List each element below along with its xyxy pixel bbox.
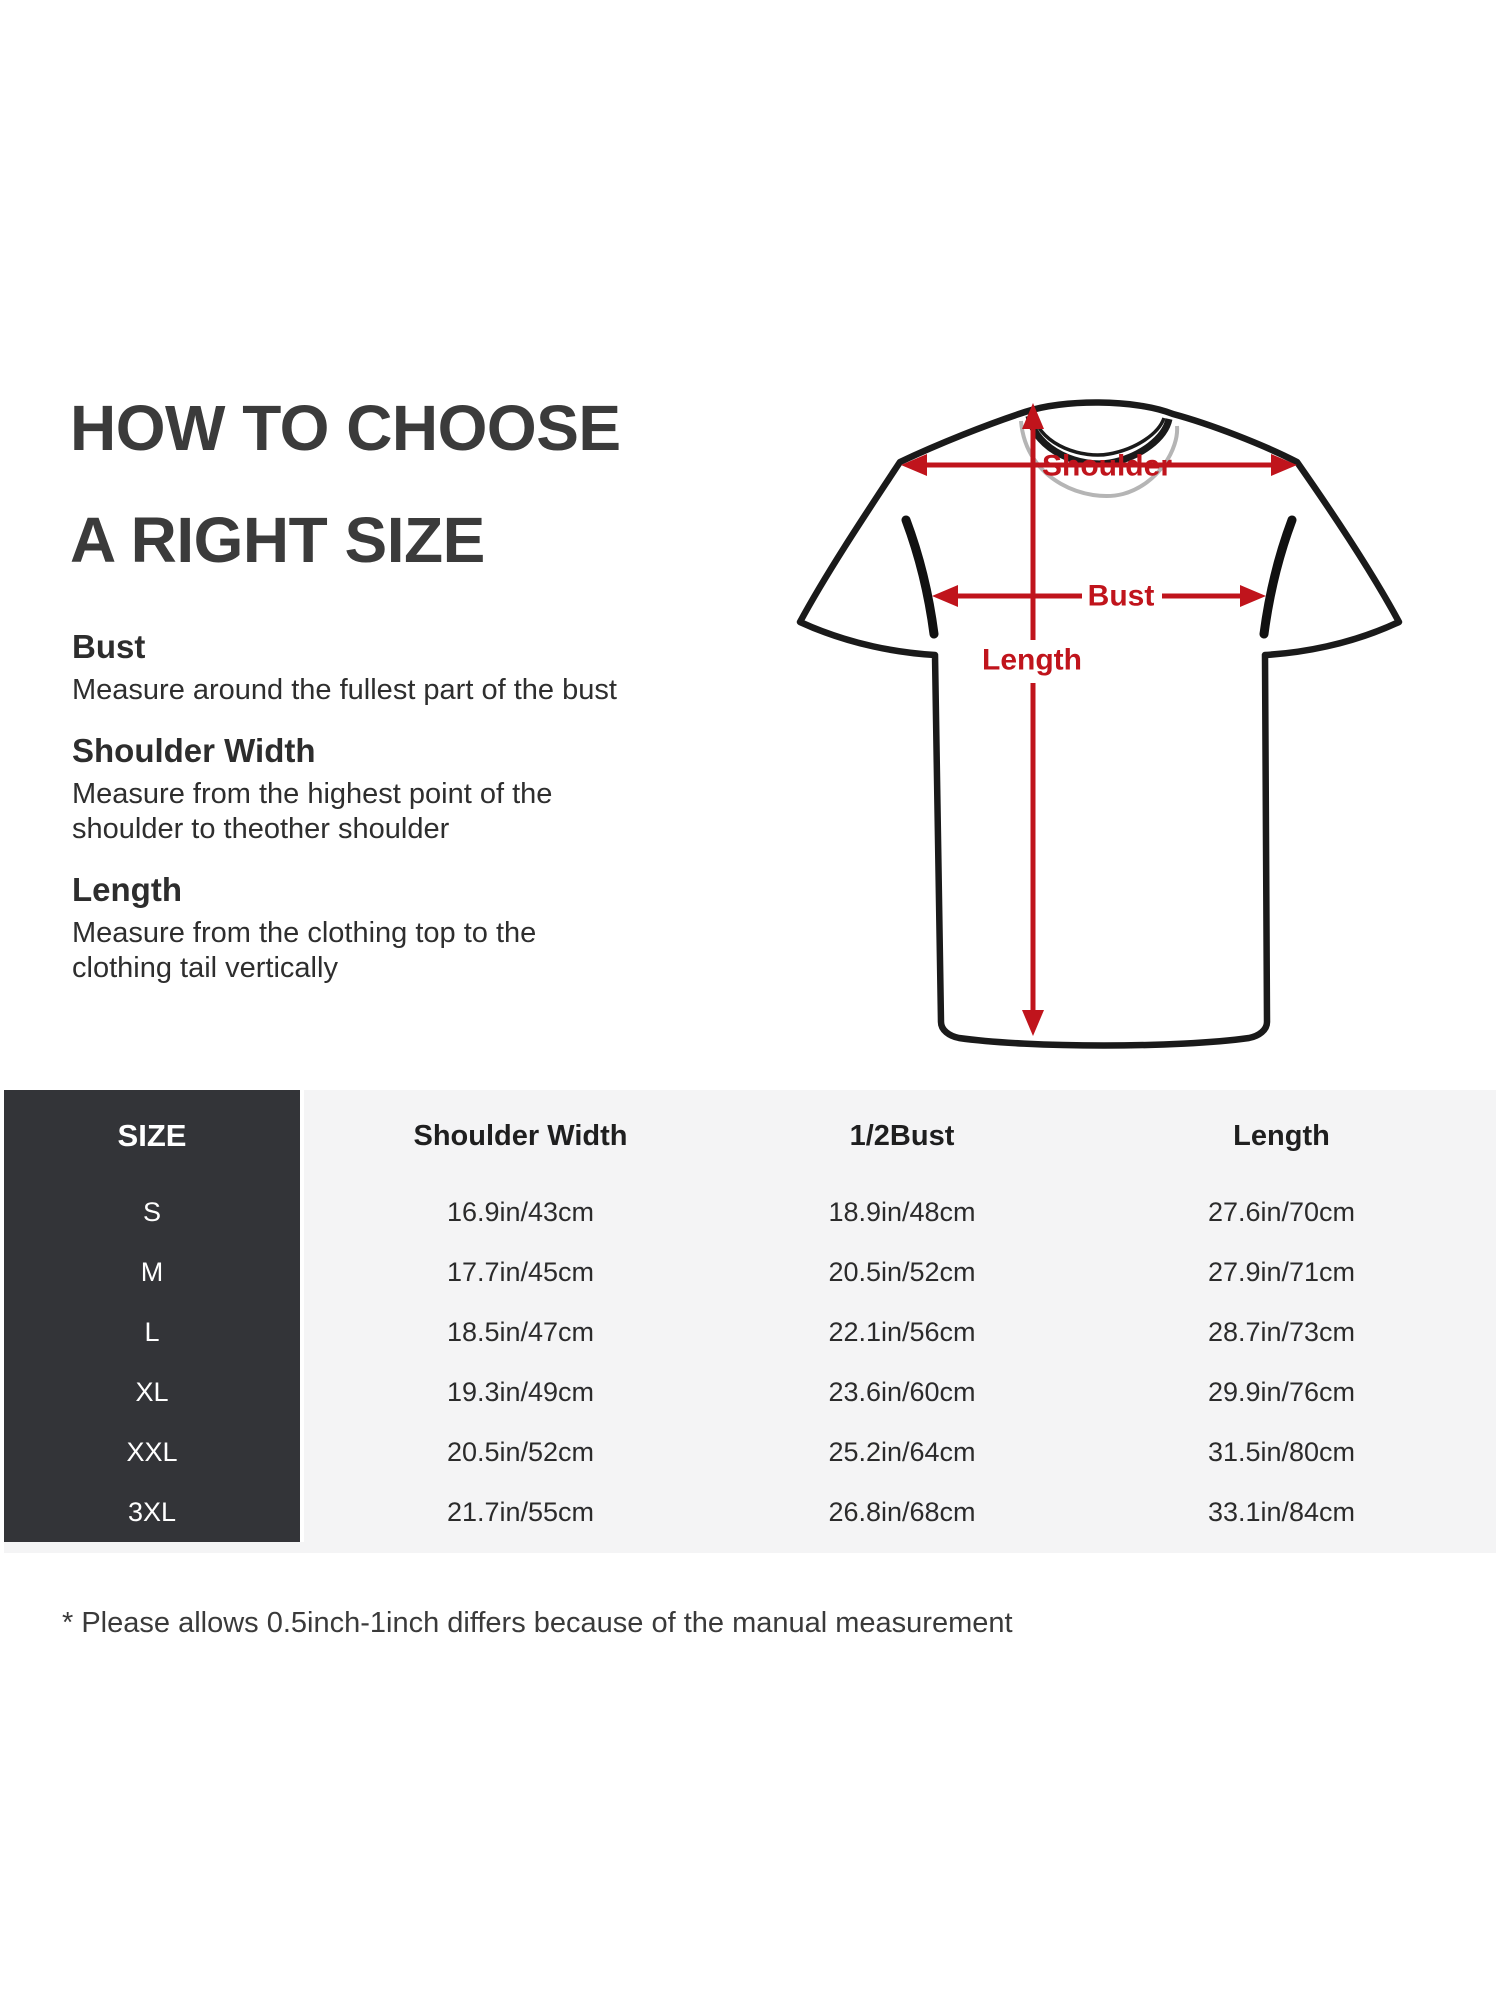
tshirt-outline (800, 402, 1399, 1045)
size-table-header-half-bust: 1/2Bust (849, 1119, 955, 1152)
measurement-disclaimer: * Please allows 0.5inch-1inch differs because of the manual measurement (62, 1607, 1013, 1639)
table-cell-length: 31.5in/80cm (1207, 1436, 1356, 1467)
size-row-label: S (4, 1182, 304, 1242)
guide-text-shoulder-width-line1: Measure from the highest point of the (72, 778, 553, 810)
size-table-header-shoulder-width: Shoulder Width (413, 1119, 628, 1152)
length-label: Length (982, 643, 1082, 677)
tshirt-measurement-diagram (760, 360, 1440, 1060)
measuring-guide (72, 628, 692, 1010)
page-title-line2: A RIGHT SIZE (70, 504, 485, 576)
table-cell-length: 29.9in/76cm (1207, 1376, 1356, 1407)
size-row-label: XL (4, 1362, 304, 1422)
size-table-header-length: Length (1233, 1119, 1330, 1152)
table-cell-shoulder-width: 20.5in/52cm (446, 1436, 595, 1467)
table-cell-length: 28.7in/73cm (1207, 1316, 1356, 1347)
size-row-label: M (4, 1242, 304, 1302)
guide-text-length-line2: clothing tail vertically (72, 952, 338, 984)
bust-label: Bust (1087, 579, 1155, 613)
table-cell-half-bust: 26.8in/68cm (828, 1496, 976, 1527)
size-row-label: XXL (4, 1422, 304, 1482)
size-row-label: 3XL (4, 1482, 304, 1542)
table-cell-half-bust: 20.5in/52cm (828, 1256, 976, 1287)
guide-heading-length: Length (72, 871, 182, 908)
table-cell-length: 33.1in/84cm (1207, 1496, 1356, 1527)
guide-section-shoulder-width (72, 732, 692, 847)
table-cell-shoulder-width: 16.9in/43cm (446, 1196, 595, 1227)
table-cell-shoulder-width: 19.3in/49cm (446, 1376, 595, 1407)
size-row-label: L (4, 1302, 304, 1362)
guide-section-length (72, 871, 692, 986)
table-cell-half-bust: 22.1in/56cm (828, 1316, 976, 1347)
table-cell-shoulder-width: 17.7in/45cm (446, 1256, 595, 1287)
shoulder-label: Shoulder (1041, 449, 1173, 483)
table-cell-shoulder-width: 21.7in/55cm (446, 1496, 595, 1527)
guide-text-length-line1: Measure from the clothing top to the (72, 917, 537, 949)
table-cell-half-bust: 23.6in/60cm (828, 1376, 976, 1407)
table-cell-half-bust: 25.2in/64cm (828, 1436, 976, 1467)
table-cell-half-bust: 18.9in/48cm (828, 1196, 976, 1227)
table-cell-length: 27.6in/70cm (1207, 1196, 1356, 1227)
guide-text-shoulder-width-line2: shoulder to theother shoulder (72, 813, 450, 845)
guide-text-bust: Measure around the fullest part of the bust (72, 674, 617, 706)
size-table (4, 1090, 1496, 1553)
size-table-header-size: SIZE (4, 1090, 304, 1182)
guide-heading-shoulder-width: Shoulder Width (72, 732, 316, 769)
guide-heading-bust: Bust (72, 628, 146, 665)
table-cell-length: 27.9in/71cm (1207, 1256, 1356, 1287)
guide-section-bust (72, 628, 692, 708)
page-title-line1: HOW TO CHOOSE (70, 392, 621, 464)
table-cell-shoulder-width: 18.5in/47cm (446, 1316, 595, 1347)
page-title (70, 372, 621, 596)
